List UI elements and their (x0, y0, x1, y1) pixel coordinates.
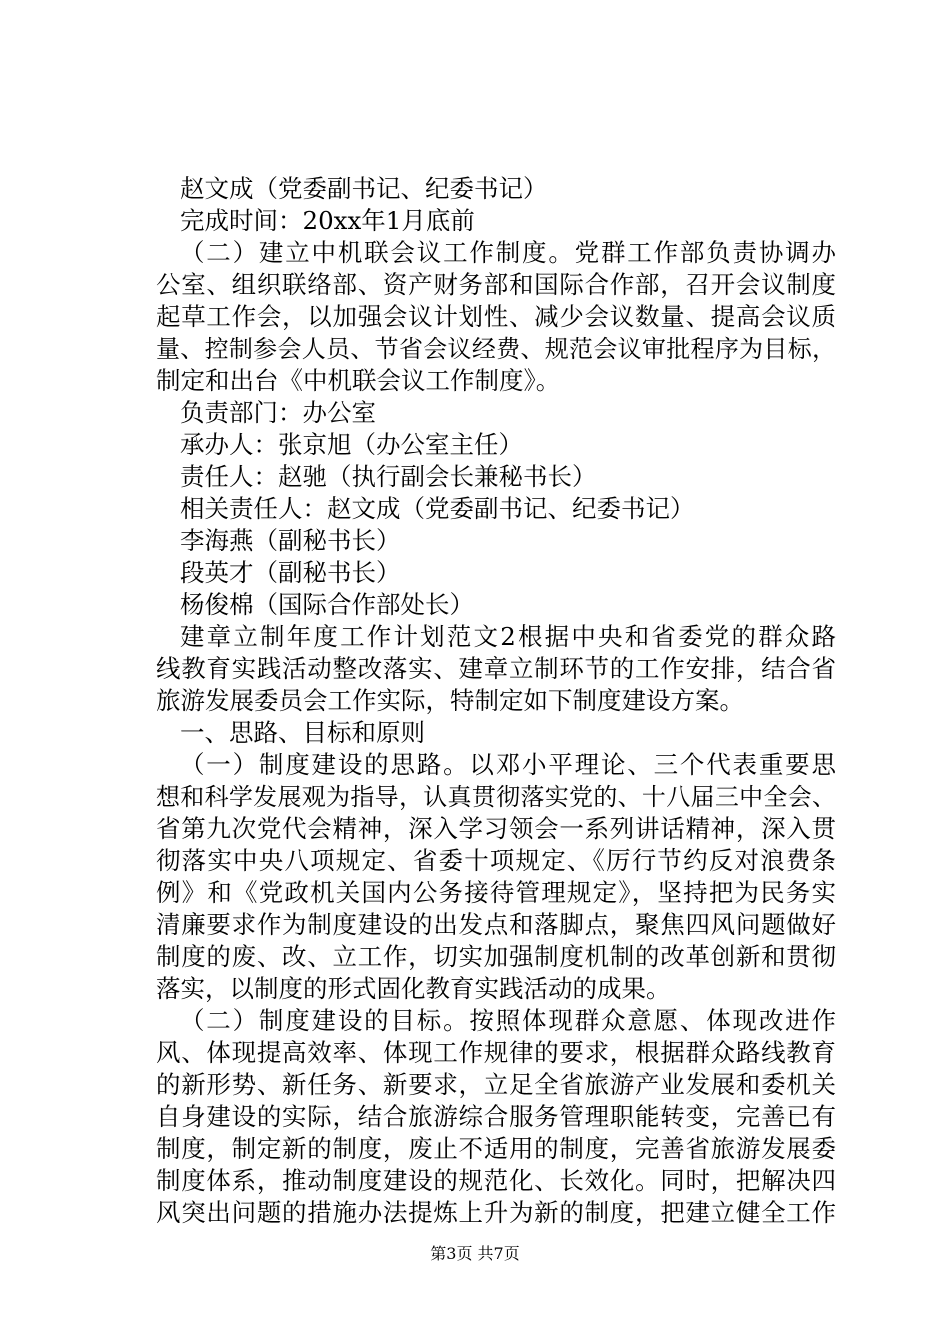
text-line: 旅游发展委员会工作实际，特制定如下制度建设方案。 (156, 686, 744, 715)
text-line: 自身建设的实际，结合旅游综合服务管理职能转变，完善已有 (156, 1102, 836, 1131)
text-line: 落实，以制度的形式固化教育实践活动的成果。 (156, 974, 671, 1003)
text-line: 制度，制定新的制度，废止不适用的制度，完善省旅游发展委 (156, 1134, 836, 1163)
text-line: （二）制度建设的目标。按照体现群众意愿、体现改进作 (180, 1006, 836, 1035)
text-line: 省第九次党代会精神，深入学习领会一系列讲话精神，深入贯 (156, 814, 836, 843)
text-line: 制度体系，推动制度建设的规范化、长效化。同时，把解决四 (156, 1166, 836, 1195)
text-line: 例》和《党政机关国内公务接待管理规定》，坚持把为民务实 (156, 878, 836, 907)
text-line: 段英才（副秘书长） (180, 558, 401, 587)
text-line: 赵文成（党委副书记、纪委书记） (180, 174, 548, 203)
text-line: 清廉要求作为制度建设的出发点和落脚点，聚焦四风问题做好 (156, 910, 836, 939)
text-line: 风突出问题的措施办法提炼上升为新的制度，把建立健全工作 (156, 1198, 836, 1227)
text-line: 想和科学发展观为指导，认真贯彻落实党的、十八届三中全会、 (156, 783, 836, 811)
document-body (156, 173, 836, 1229)
text-line: 制度的废、改、立工作，切实加强制度机制的改革创新和贯彻 (156, 942, 836, 971)
text-line: 的新形势、新任务、新要求，立足全省旅游产业发展和委机关 (156, 1070, 836, 1099)
text-line: （一）制度建设的思路。以邓小平理论、三个代表重要思 (180, 750, 836, 779)
text-line: 风、体现提高效率、体现工作规律的要求，根据群众路线教育 (156, 1038, 836, 1067)
text-line: 彻落实中央八项规定、省委十项规定、《厉行节约反对浪费条 (156, 846, 836, 875)
text-line: 承办人：张京旭（办公室主任） (180, 430, 523, 459)
text-line: 制定和出台《中机联会议工作制度》。 (156, 366, 561, 395)
text-line: 建章立制年度工作计划范文2根据中央和省委党的群众路 (180, 622, 836, 651)
text-line: 负责部门：办公室 (180, 398, 376, 427)
text-line: 量、控制参会人员、节省会议经费、规范会议审批程序为目标， (156, 335, 836, 363)
text-line: 李海燕（副秘书长） (180, 526, 401, 555)
text-line: 起草工作会，以加强会议计划性、减少会议数量、提高会议质 (156, 302, 836, 331)
section-heading: 一、思路、目标和原则 (180, 718, 425, 747)
text-line: 线教育实践活动整改落实、建章立制环节的工作安排，结合省 (156, 654, 836, 683)
text-line: 相关责任人：赵文成（党委副书记、纪委书记） (180, 494, 695, 523)
text-line: 责任人：赵驰（执行副会长兼秘书长） (180, 462, 597, 491)
text-line: 完成时间：20xx年1月底前 (180, 206, 475, 235)
text-line: 杨俊棉（国际合作部处长） (180, 590, 474, 619)
text-line: 公室、组织联络部、资产财务部和国际合作部，召开会议制度 (156, 270, 836, 299)
text-line: （二）建立中机联会议工作制度。党群工作部负责协调办 (180, 238, 836, 267)
page-number-footer: 第3页 共7页 (430, 1244, 520, 1263)
